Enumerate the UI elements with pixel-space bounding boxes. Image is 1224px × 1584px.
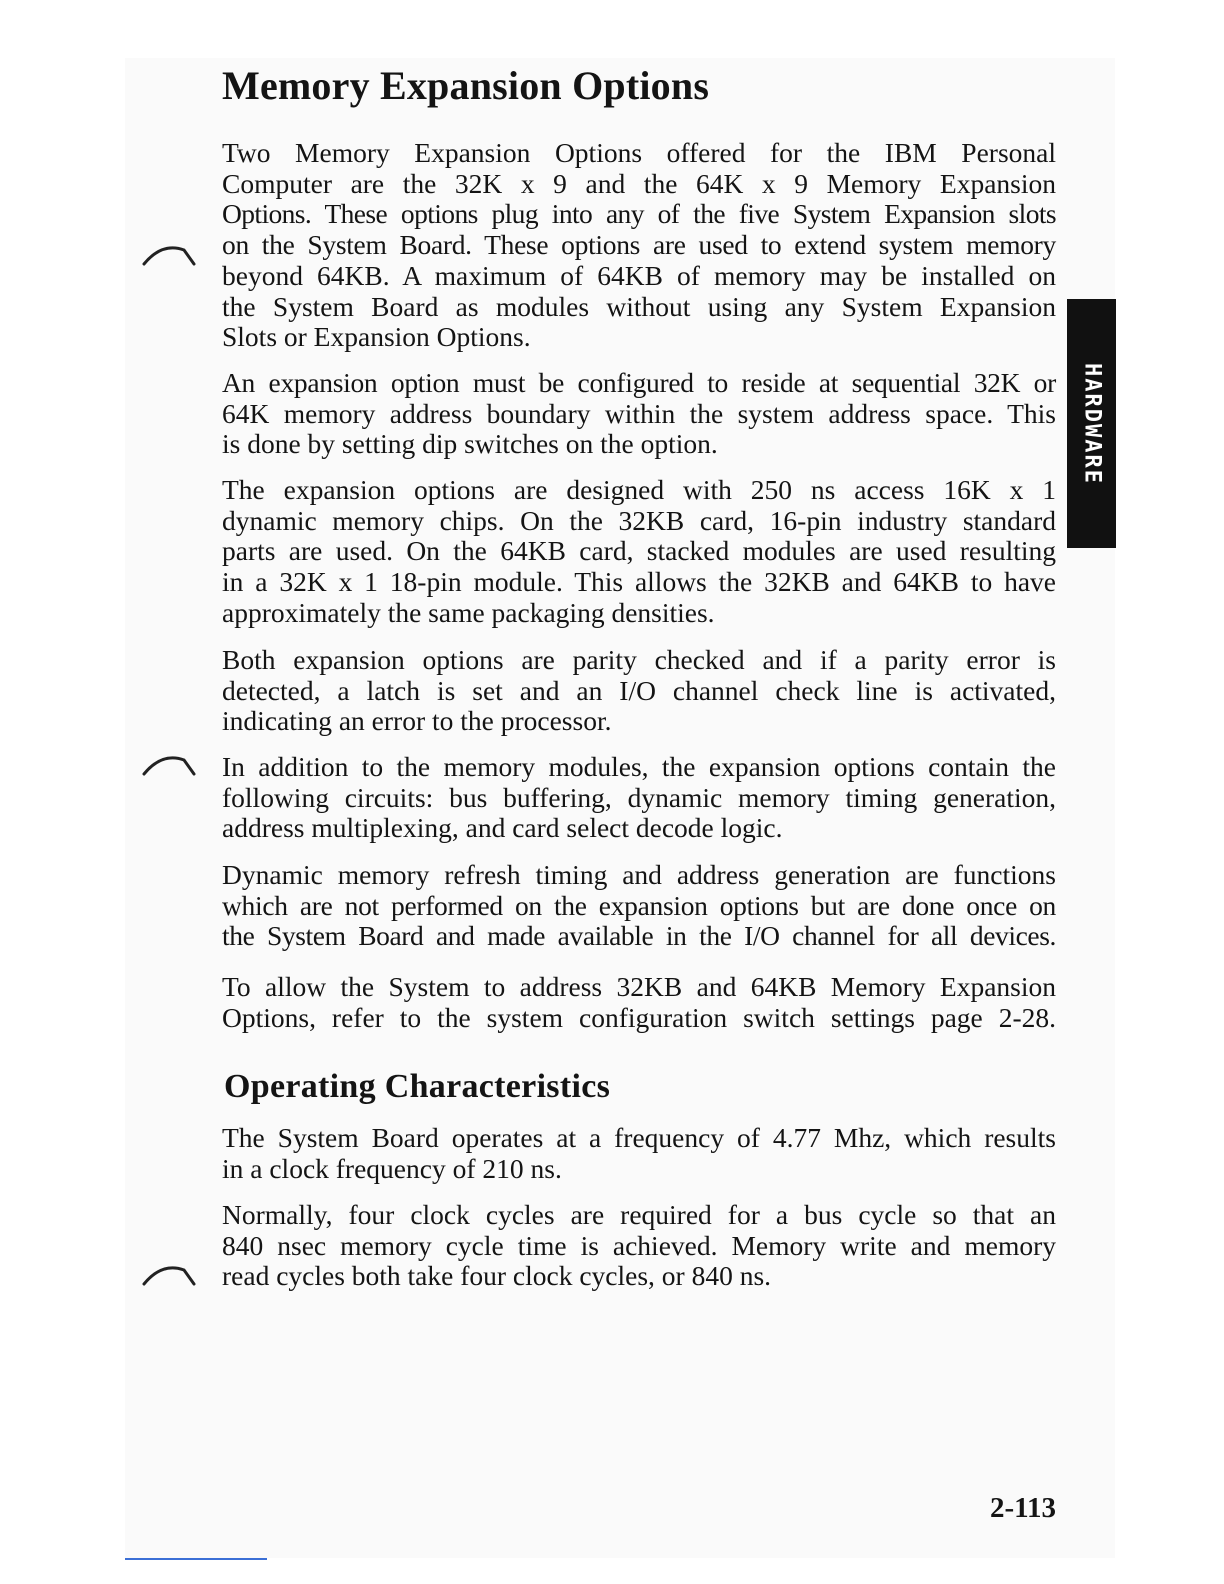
page-number: 2-113 [990,1492,1057,1524]
text-line: following circuits: bus buffering, dynamic memory timing generation, [222,781,1056,813]
text-line: Normally, four clock cycles are required for a bus cycle so that an [222,1199,1056,1230]
text-line: parts are used. On the 64KB card, stacked modules are used resulting [222,535,1056,567]
paragraph-refresh [222,860,1056,952]
text-line: in a clock frequency of 210 ns. [222,1152,562,1184]
section-title: Operating Characteristics [224,1068,611,1105]
punch-hole-mark-icon [140,1262,200,1286]
paragraph-memory-chips [222,475,1056,629]
text-line: An expansion option must be configured to reside at sequential 32K or [222,367,1056,398]
section-thumb-tab [1067,299,1116,548]
footer-rule [125,1558,267,1560]
paragraph-memory-options [222,138,1056,353]
text-line: address multiplexing, and card select decode logic. [222,812,783,844]
text-line: 840 nsec memory cycle time is achieved. Memory write and memory [222,1229,1056,1261]
text-line: read cycles both take four clock cycles, or 840 ns. [222,1260,772,1292]
punch-hole-mark-icon [140,752,200,776]
text-line: approximately the same packaging densities. [222,596,715,628]
text-line: Two Memory Expansion Options offered for the IBM Personal [222,137,1056,168]
paragraph-frequency [222,1123,1056,1184]
paragraph-parity [222,645,1056,737]
text-line: Slots or Expansion Options. [222,321,531,353]
text-line: The expansion options are designed with 250 ns access 16K x 1 [222,474,1056,505]
text-line: in a 32K x 1 18-pin module. This allows the 32KB and 64KB to have [222,566,1056,598]
text-line: dynamic memory chips. On the 32KB card, 16-pin industry standard [222,504,1056,536]
text-line: is done by setting dip switches on the option. [222,428,718,460]
text-line: indicating an error to the processor. [222,705,612,737]
text-line: Both expansion options are parity checked and if a parity error is [222,644,1056,675]
text-line: on the System Board. These options are used to extend system memory [222,229,1056,261]
text-line: which are not performed on the expansion options but are done once on [222,889,1056,921]
text-line: detected, a latch is set and an I/O channel check line is activated, [222,674,1056,706]
text-line: the System Board and made available in the I/O channel for all devices. [222,920,1056,952]
paragraph-circuits [222,752,1056,844]
text-line: Options. These options plug into any of the five System Expansion slots [222,198,1056,230]
paragraph-switch-settings [222,972,1056,1033]
text-line: 64K memory address boundary within the system address space. This [222,397,1056,429]
page-title: Memory Expansion Options [222,63,710,108]
text-line: beyond 64KB. A maximum of 64KB of memory may be installed on [222,259,1056,291]
paragraph-address-boundary [222,368,1056,460]
text-line: The System Board operates at a frequency of 4.77 Mhz, which results [222,1122,1056,1153]
thumb-tab-label: HARDWARE [1079,362,1104,485]
text-line: Dynamic memory refresh timing and address generation are functions [222,859,1056,890]
text-line: the System Board as modules without using any System Expansion [222,290,1056,322]
text-line: Options, refer to the system configuration switch settings page 2-28. [222,1001,1056,1033]
punch-hole-mark-icon [140,242,200,266]
text-line: In addition to the memory modules, the expansion options contain the [222,751,1056,782]
paragraph-clock-cycles [222,1200,1056,1292]
text-line: Computer are the 32K x 9 and the 64K x 9 Memory Expansion [222,167,1056,199]
text-line: To allow the System to address 32KB and 64KB Memory Expansion [222,971,1056,1002]
